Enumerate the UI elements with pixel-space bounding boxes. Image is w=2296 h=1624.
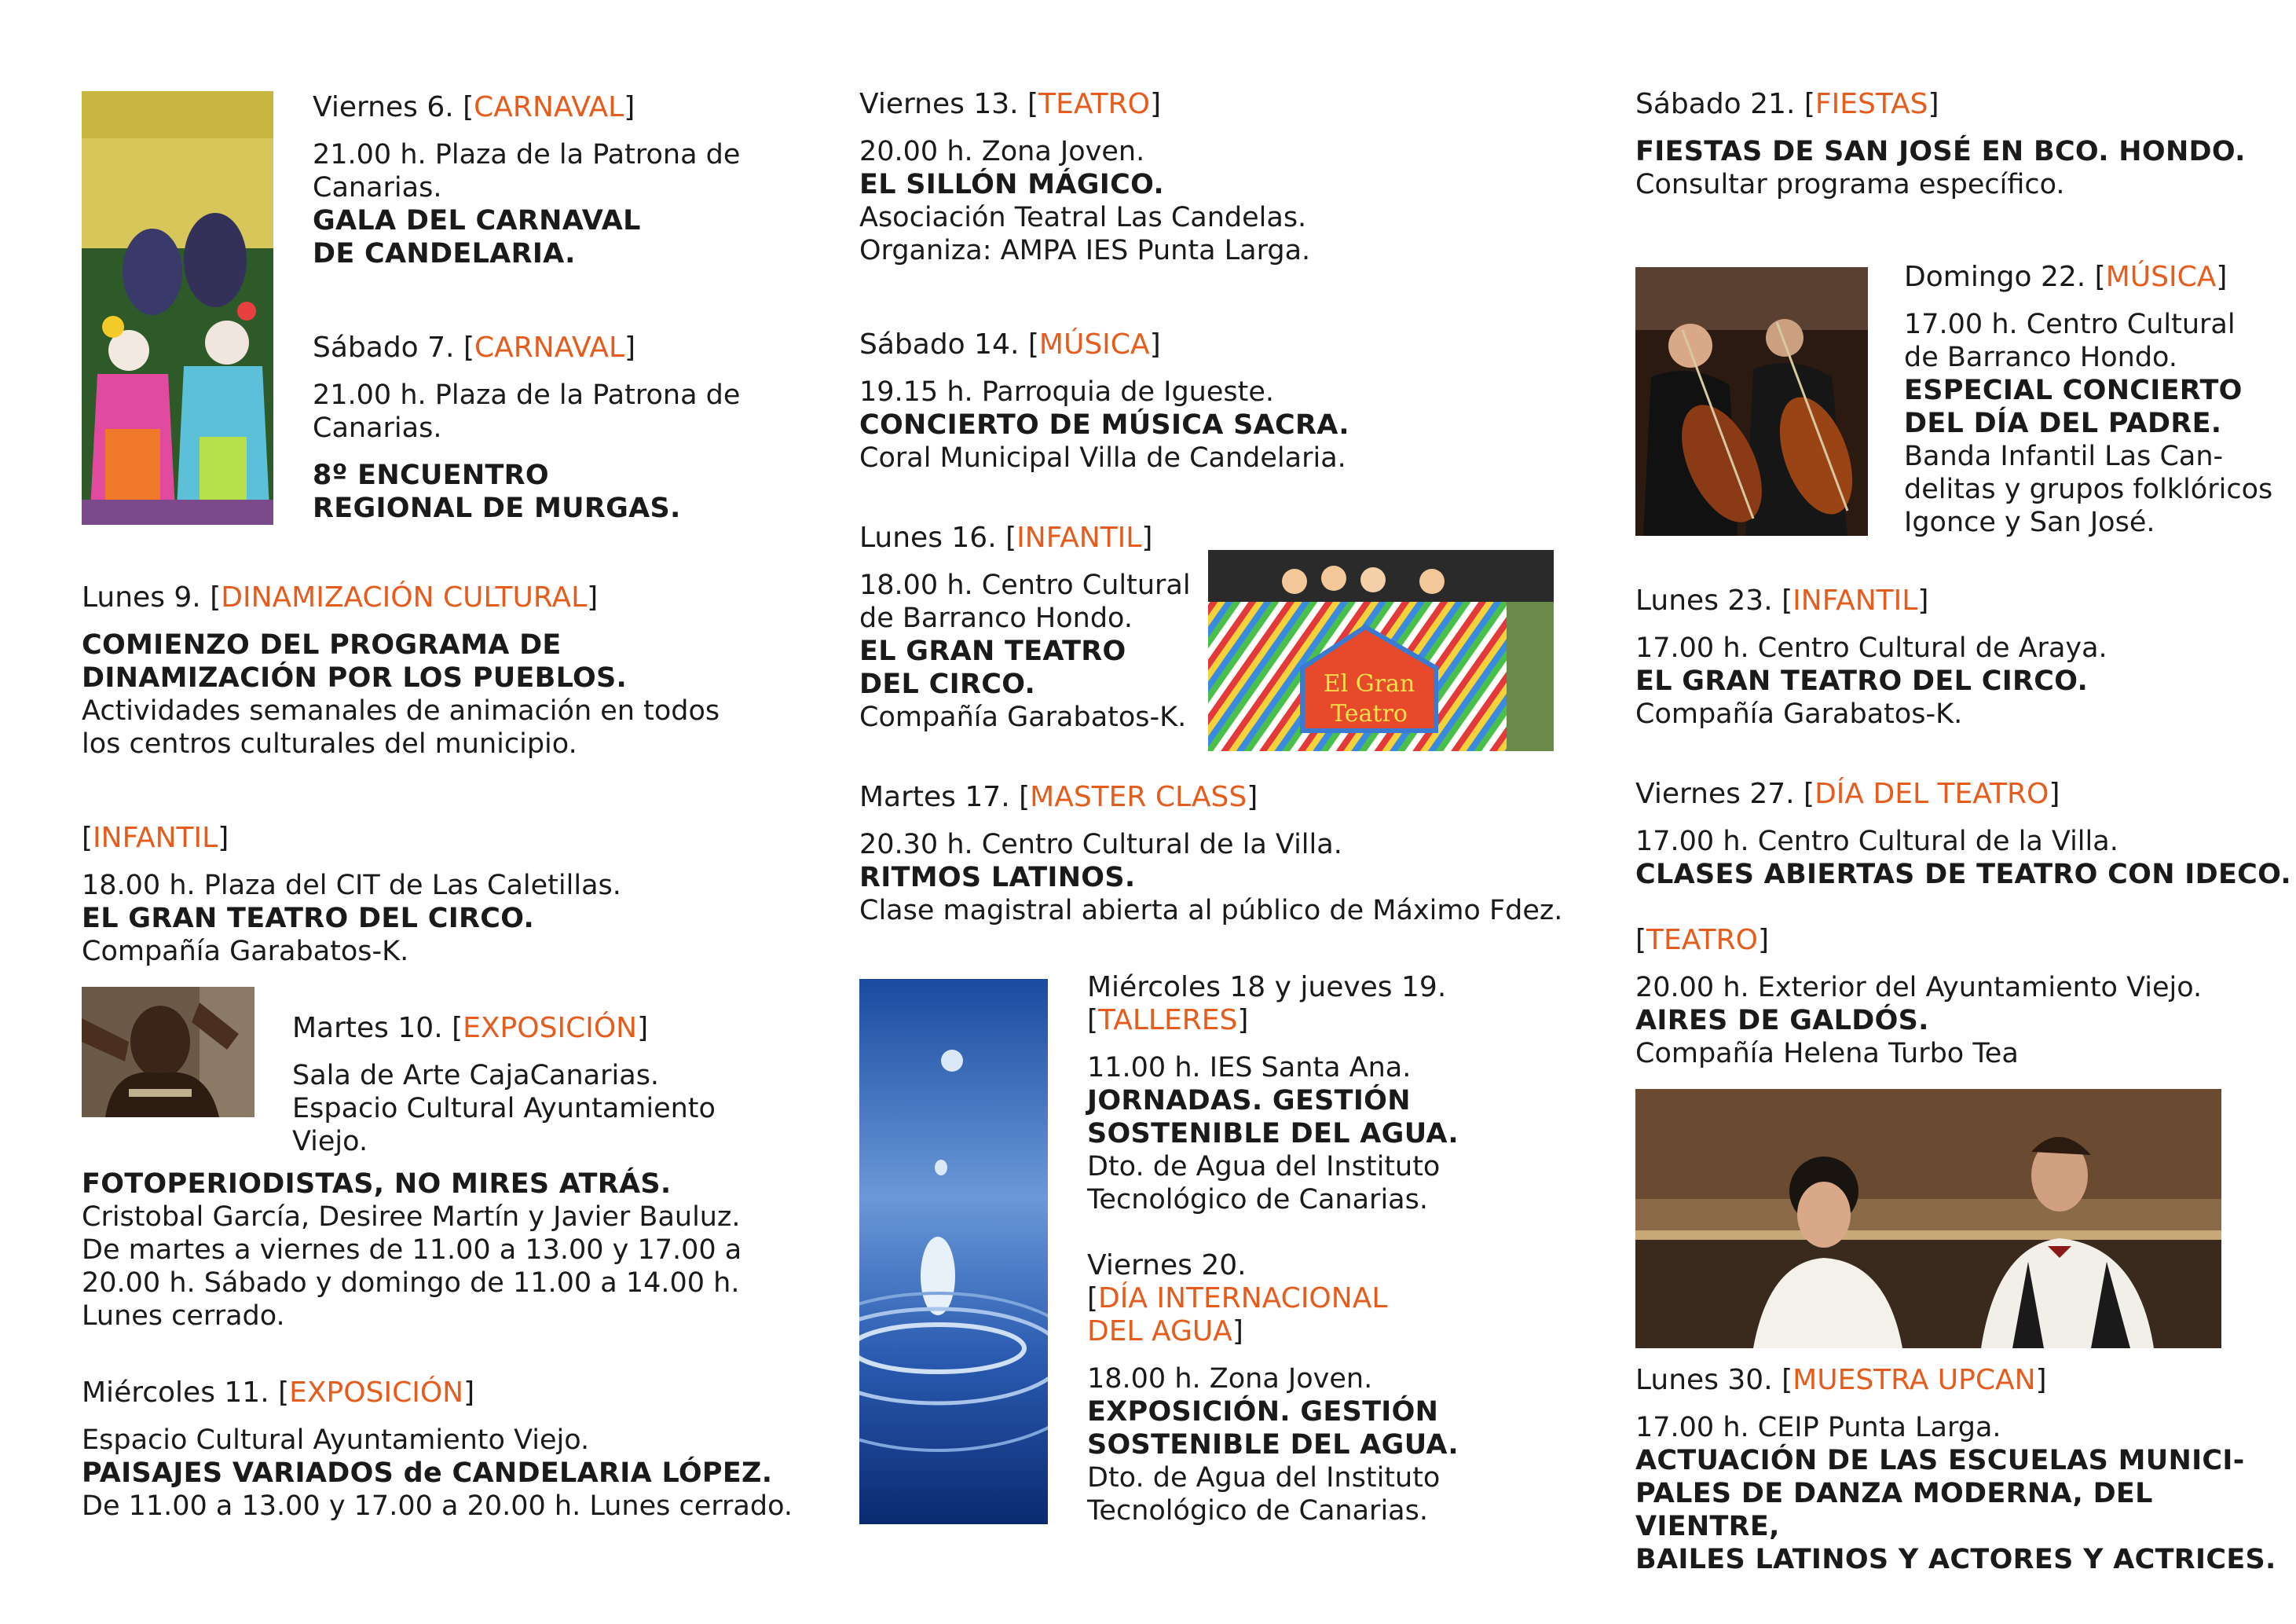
event-description: Organiza: AMPA IES Punta Larga. xyxy=(859,235,1311,266)
event-date: Miércoles 11. xyxy=(82,1377,269,1409)
event-header: Viernes 13. [TEATRO] xyxy=(859,88,1162,120)
event-time-place: 18.00 h. Centro Cultural xyxy=(859,570,1191,601)
poster-text: Teatro xyxy=(1331,700,1408,728)
event-title: RITMOS LATINOS. xyxy=(859,862,1136,893)
event-time-place: 20.00 h. Exterior del Ayuntamiento Viejo. xyxy=(1635,972,2203,1003)
event-description: Igonce y San José. xyxy=(1904,507,2155,538)
event-time-place: Viejo. xyxy=(292,1126,368,1157)
event-header: Viernes 6. [CARNAVAL] xyxy=(313,91,635,123)
event-time-place: 17.00 h. Centro Cultural de Araya. xyxy=(1635,632,2107,664)
water-drop-photo xyxy=(859,979,1048,1524)
event-title: JORNADAS. GESTIÓN xyxy=(1087,1085,1411,1116)
event-domingo-22 xyxy=(1904,261,2272,539)
event-title: BAILES LATINOS Y ACTORES Y ACTRICES. xyxy=(1635,1544,2276,1575)
event-category: INFANTIL xyxy=(1016,522,1142,554)
event-lunes-23 xyxy=(1635,585,2107,731)
event-time-place: 11.00 h. IES Santa Ana. xyxy=(1087,1052,1412,1083)
theatre-play-photo xyxy=(1635,1089,2221,1348)
event-date: Viernes 20. xyxy=(1087,1249,1247,1281)
event-description: Compañía Garabatos-K. xyxy=(859,702,1187,733)
event-description: Banda Infantil Las Can- xyxy=(1904,441,2224,472)
event-header: Miércoles 11. [EXPOSICIÓN] xyxy=(82,1377,475,1409)
event-title: EXPOSICIÓN. GESTIÓN xyxy=(1087,1396,1439,1428)
event-sabado-14 xyxy=(859,328,1349,475)
event-time-place: 21.00 h. Plaza de la Patrona de xyxy=(313,379,741,411)
puppet-theatre-photo xyxy=(1208,550,1554,751)
event-time-place: Canarias. xyxy=(313,172,442,203)
event-martes-17 xyxy=(859,781,1562,927)
event-description: De 11.00 a 13.00 y 17.00 a 20.00 h. Lunes cerrado. xyxy=(82,1490,793,1522)
event-lunes-9 xyxy=(82,581,720,761)
event-time-place: 17.00 h. Centro Cultural xyxy=(1904,309,2236,340)
event-date: Lunes 23. xyxy=(1635,585,1773,617)
event-lunes-16 xyxy=(859,522,1191,734)
event-time-place: 17.00 h. Centro Cultural de la Villa. xyxy=(1635,826,2118,857)
event-time-place: 20.00 h. Zona Joven. xyxy=(859,136,1145,167)
event-title: CONCIERTO DE MÚSICA SACRA. xyxy=(859,409,1349,441)
event-viernes-27 xyxy=(1635,778,2291,891)
poster-text: El Gran xyxy=(1323,670,1415,698)
event-header xyxy=(1087,1249,1459,1282)
event-miercoles-18 xyxy=(1087,971,1459,1216)
event-lunes-30 xyxy=(1635,1364,2296,1576)
event-time-place: Espacio Cultural Ayuntamiento xyxy=(292,1093,716,1124)
event-description: Tecnológico de Canarias. xyxy=(1087,1184,1428,1215)
event-viernes-6 xyxy=(313,91,740,270)
event-title: DEL CIRCO. xyxy=(859,669,1036,700)
event-header: [INFANTIL] xyxy=(82,822,229,854)
event-title: ACTUACIÓN DE LAS ESCUELAS MUNICI- xyxy=(1635,1445,2245,1476)
event-date: Viernes 27. xyxy=(1635,778,1795,810)
event-miercoles-11 xyxy=(82,1377,793,1523)
event-header: Sábado 7. [CARNAVAL] xyxy=(313,332,636,364)
event-title: CLASES ABIERTAS DE TEATRO CON IDECO. xyxy=(1635,859,2292,890)
event-description: 20.00 h. Sábado y domingo de 11.00 a 14.00 h. xyxy=(82,1267,740,1299)
event-title: DE CANDELARIA. xyxy=(313,238,576,269)
event-description: Asociación Teatral Las Candelas. xyxy=(859,202,1307,233)
event-header: Lunes 30. [MUESTRA UPCAN] xyxy=(1635,1364,2047,1396)
event-header: Sábado 21. [FIESTAS] xyxy=(1635,88,1939,120)
event-date: Sábado 21. xyxy=(1635,88,1796,120)
event-title: EL SILLÓN MÁGICO. xyxy=(859,169,1164,200)
event-category: INFANTIL xyxy=(1792,585,1918,617)
event-date: Lunes 9. xyxy=(82,581,201,614)
event-title: PAISAJES VARIADOS de CANDELARIA LÓPEZ. xyxy=(82,1457,773,1489)
event-header: Lunes 9. [DINAMIZACIÓN CULTURAL] xyxy=(82,581,599,614)
event-category: INFANTIL xyxy=(93,822,218,854)
event-title: SOSTENIBLE DEL AGUA. xyxy=(1087,1429,1459,1461)
event-sabado-21 xyxy=(1635,88,2246,201)
event-viernes-13 xyxy=(859,88,1310,267)
event-title: EL GRAN TEATRO DEL CIRCO. xyxy=(82,903,535,934)
event-time-place: 18.00 h. Plaza del CIT de Las Caletillas. xyxy=(82,870,621,901)
event-description: delitas y grupos folklóricos xyxy=(1904,474,2273,505)
event-header: Lunes 16. [INFANTIL] xyxy=(859,522,1153,554)
event-date: Sábado 7. xyxy=(313,332,455,364)
event-title: COMIENZO DEL PROGRAMA DE xyxy=(82,629,562,661)
event-title: PALES DE DANZA MODERNA, DEL VIENTRE, xyxy=(1635,1478,2153,1542)
orchestra-photo xyxy=(1635,267,1868,536)
event-category: MUESTRA UPCAN xyxy=(1792,1364,2036,1396)
event-viernes-20 xyxy=(1087,1249,1459,1527)
event-header: Martes 17. [MASTER CLASS] xyxy=(859,781,1258,813)
event-category: MÚSICA xyxy=(2105,261,2217,293)
event-date: Viernes 6. xyxy=(313,91,454,123)
event-description: los centros culturales del municipio. xyxy=(82,728,577,760)
event-title: DEL DÍA DEL PADRE. xyxy=(1904,408,2222,439)
event-martes-10 xyxy=(292,1012,716,1158)
event-date: Miércoles 18 y jueves 19. xyxy=(1087,971,1447,1003)
event-description: De martes a viernes de 11.00 a 13.00 y 17.00 a xyxy=(82,1234,742,1266)
event-time-place: 18.00 h. Zona Joven. xyxy=(1087,1363,1373,1395)
event-title: REGIONAL DE MURGAS. xyxy=(313,493,681,524)
event-header xyxy=(1087,971,1459,1004)
event-date: Sábado 14. xyxy=(859,328,1020,361)
event-description: Compañía Helena Turbo Tea xyxy=(1635,1038,2019,1069)
event-description: Lunes cerrado. xyxy=(82,1300,285,1332)
event-time-place: 21.00 h. Plaza de la Patrona de xyxy=(313,139,741,170)
event-category: DÍA DEL TEATRO xyxy=(1814,778,2049,810)
event-description: Compañía Garabatos-K. xyxy=(82,936,409,967)
event-header: [DÍA INTERNACIONAL xyxy=(1087,1282,1388,1314)
event-title: GALA DEL CARNAVAL xyxy=(313,205,641,236)
event-time-place: Canarias. xyxy=(313,412,442,444)
event-description: Tecnológico de Canarias. xyxy=(1087,1495,1428,1527)
event-header: Sábado 14. [MÚSICA] xyxy=(859,328,1161,361)
event-category: MASTER CLASS xyxy=(1030,781,1247,813)
event-time-place: 20.30 h. Centro Cultural de la Villa. xyxy=(859,829,1342,860)
event-martes-10-details xyxy=(82,1168,742,1333)
event-description: Actividades semanales de animación en todos xyxy=(82,695,720,727)
event-category: EXPOSICIÓN xyxy=(463,1012,638,1044)
event-date: Viernes 13. xyxy=(859,88,1019,120)
event-description: Compañía Garabatos-K. xyxy=(1635,698,1963,730)
event-teatro-galdos xyxy=(1635,924,2202,1070)
event-header: Domingo 22. [MÚSICA] xyxy=(1904,261,2228,293)
event-title: EL GRAN TEATRO xyxy=(859,636,1126,667)
event-date: Domingo 22. xyxy=(1904,261,2086,293)
event-time-place: Sala de Arte CajaCanarias. xyxy=(292,1060,660,1091)
event-description: Cristobal García, Desiree Martín y Javier Bauluz. xyxy=(82,1201,741,1233)
event-category: TALLERES xyxy=(1098,1004,1238,1036)
event-title: DINAMIZACIÓN POR LOS PUEBLOS. xyxy=(82,662,628,694)
event-description: Coral Municipal Villa de Candelaria. xyxy=(859,442,1346,474)
event-sabado-7 xyxy=(313,332,740,525)
event-description: Dto. de Agua del Instituto xyxy=(1087,1151,1441,1182)
event-date: Martes 17. xyxy=(859,781,1010,813)
event-date: Lunes 30. xyxy=(1635,1364,1773,1396)
event-category: CARNAVAL xyxy=(474,91,624,123)
event-time-place: 19.15 h. Parroquia de Igueste. xyxy=(859,376,1274,408)
event-time-place: de Barranco Hondo. xyxy=(1904,342,2177,373)
event-title: FIESTAS DE SAN JOSÉ EN BCO. HONDO. xyxy=(1635,136,2246,167)
event-infantil-caletillas xyxy=(82,822,621,968)
carnival-photo xyxy=(82,91,273,525)
event-category: DEL AGUA xyxy=(1087,1315,1232,1347)
event-time-place: 17.00 h. CEIP Punta Larga. xyxy=(1635,1412,2001,1443)
event-date: Martes 10. xyxy=(292,1012,443,1044)
event-category: EXPOSICIÓN xyxy=(289,1377,464,1409)
event-category: DÍA INTERNACIONAL xyxy=(1098,1282,1388,1314)
event-header: Lunes 23. [INFANTIL] xyxy=(1635,585,1929,617)
event-category: DINAMIZACIÓN CULTURAL xyxy=(221,581,588,614)
event-category: CARNAVAL xyxy=(474,332,625,364)
event-description: Consultar programa específico. xyxy=(1635,169,2065,200)
event-title: SOSTENIBLE DEL AGUA. xyxy=(1087,1118,1459,1149)
event-category: TEATRO xyxy=(1646,924,1758,956)
event-title: ESPECIAL CONCIERTO xyxy=(1904,375,2243,406)
event-title: AIRES DE GALDÓS. xyxy=(1635,1005,1929,1036)
event-title: FOTOPERIODISTAS, NO MIRES ATRÁS. xyxy=(82,1168,672,1200)
event-title: 8º ENCUENTRO xyxy=(313,460,549,491)
event-header: Viernes 27. [DÍA DEL TEATRO] xyxy=(1635,778,2060,810)
event-header: Martes 10. [EXPOSICIÓN] xyxy=(292,1012,649,1044)
event-description: Dto. de Agua del Instituto xyxy=(1087,1462,1441,1494)
event-header: [TEATRO] xyxy=(1635,924,1770,956)
event-category: TEATRO xyxy=(1038,88,1150,120)
event-date: Lunes 16. xyxy=(859,522,997,554)
event-time-place: de Barranco Hondo. xyxy=(859,603,1133,634)
event-category: FIESTAS xyxy=(1814,88,1928,120)
event-category: MÚSICA xyxy=(1038,328,1150,361)
photojournalism-photo xyxy=(82,987,255,1117)
event-description: Clase magistral abierta al público de Máximo Fdez. xyxy=(859,895,1563,926)
event-title: EL GRAN TEATRO DEL CIRCO. xyxy=(1635,665,2089,697)
event-header: [TALLERES] xyxy=(1087,1004,1249,1036)
event-time-place: Espacio Cultural Ayuntamiento Viejo. xyxy=(82,1424,590,1456)
event-header: DEL AGUA] xyxy=(1087,1315,1243,1347)
